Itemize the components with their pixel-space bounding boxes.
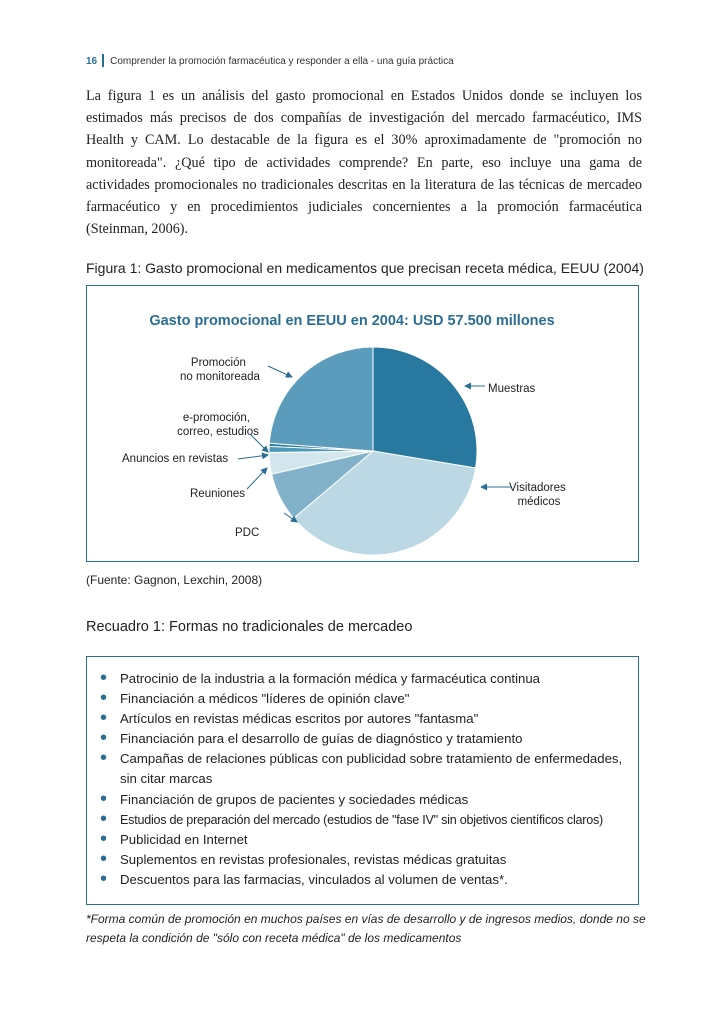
list-item: • Financiación de grupos de pacientes y sociedades médicas <box>120 790 630 810</box>
label-anuncios: Anuncios en revistas <box>122 453 229 465</box>
list-item: • Campañas de relaciones públicas con publicidad sobre tratamiento de enfermedades, sin citar marcas <box>120 749 630 789</box>
recuadro-footnote: *Forma común de promoción en muchos países en vías de desarrollo y de ingresos medios, donde no se respeta la condición de "sólo con receta médica" de los medicamentos <box>86 912 646 945</box>
label-pdc: PDC <box>235 527 260 539</box>
list-item: • Artículos en revistas médicas escritos por autores "fantasma" <box>120 709 630 729</box>
list-item: • Financiación a médicos "líderes de opinión clave" <box>120 689 630 709</box>
list-item: • Publicidad en Internet <box>120 830 630 850</box>
chart-title: Gasto promocional en EEUU en 2004: USD 57.500 millones <box>149 313 555 329</box>
arrow-anuncios <box>238 455 268 459</box>
figure-1-chart-frame <box>86 285 639 562</box>
list-item: • Estudios de preparación del mercado (estudios de "fase IV" sin objetivos científicos claros) <box>120 810 630 830</box>
list-item: • Descuentos para las farmacias, vinculados al volumen de ventas*. <box>120 870 630 890</box>
figure-caption: Figura 1: Gasto promocional en medicamentos que precisan receta médica, EEUU (2004) <box>86 260 644 276</box>
arrow-reuniones <box>247 468 267 489</box>
list-item: • Financiación para el desarrollo de guías de diagnóstico y tratamiento <box>120 729 630 749</box>
body-paragraph: La figura 1 es un análisis del gasto promocional en Estados Unidos donde se incluyen los estimados más precisos de dos compañías de investigación del mercado farmacéutico, IMS Health y CAM. Lo destacable de la figura es el 30% aproximadamente de "promoción no monitoreada". ¿Qué tipo de actividades comprende? En parte, eso incluye una gama de actividades promocionales no tradicionales descritas en la literatura de las técnicas de mercadeo farmacéutico y en procedimientos judiciales concernientes a la promoción farmacéutica (Steinman, 2006). <box>86 88 642 238</box>
pie-slice-muestras <box>373 347 477 468</box>
pie-slice-promocion-no-monitoreada <box>269 347 373 451</box>
page-number: 16 <box>86 56 98 67</box>
pie-slices <box>269 347 477 555</box>
label-muestras: Muestras <box>488 383 536 395</box>
recuadro-list <box>87 657 638 890</box>
recuadro-box <box>86 656 639 905</box>
figure-source: (Fuente: Gagnon, Lexchin, 2008) <box>86 573 263 587</box>
label-no-monitoreada: Promoción no monitoreada <box>180 357 260 383</box>
list-item: • Patrocinio de la industria a la formación médica y farmacéutica continua <box>120 669 630 689</box>
label-reuniones: Reuniones <box>190 488 245 500</box>
arrow-no-monitoreada <box>268 366 292 377</box>
arrow-epromocion <box>250 434 268 452</box>
running-title: Comprender la promoción farmacéutica y responder a ella - una guía práctica <box>110 56 454 67</box>
pie-chart <box>87 286 638 561</box>
header-divider <box>102 54 104 67</box>
recuadro-title: Recuadro 1: Formas no tradicionales de mercadeo <box>86 619 413 635</box>
list-item: • Suplementos en revistas profesionales, revistas médicas gratuitas <box>120 850 630 870</box>
label-visitadores: Visitadores médicos <box>509 482 566 508</box>
running-header <box>86 54 454 67</box>
label-epromocion: e-promoción, correo, estudios <box>177 412 259 438</box>
